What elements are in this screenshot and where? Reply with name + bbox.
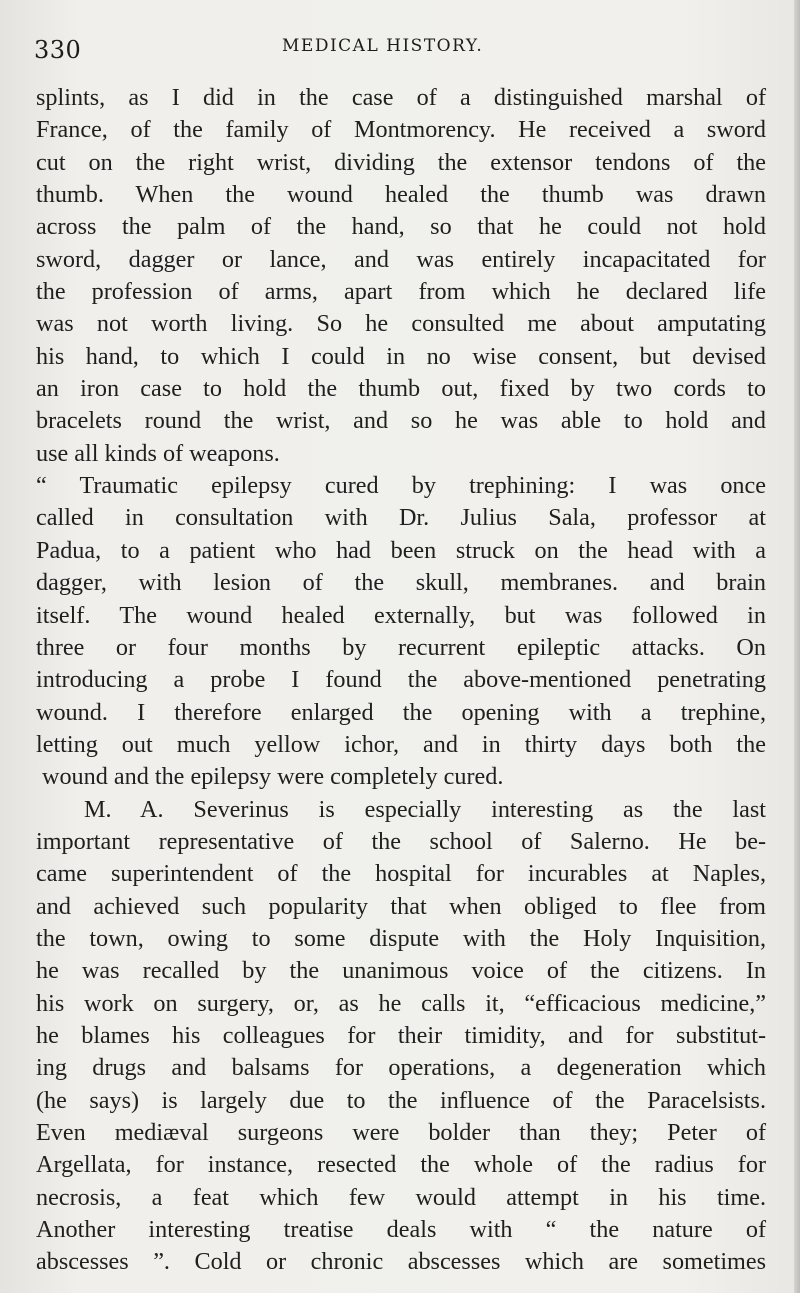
text-line: (he says) is largely due to the influence of the Paracelsists.: [36, 1086, 766, 1114]
text-line: he blames his colleagues for their timidity, and for substitut-: [36, 1021, 766, 1049]
text-line: Another interesting treatise deals with “ the nature of: [36, 1216, 766, 1244]
text-line: three or four months by recurrent epileptic attacks. On: [36, 633, 766, 661]
page-header: [34, 30, 764, 64]
text-line: splints, as I did in the case of a distinguished marshal of: [36, 84, 766, 111]
text-line: came superintendent of the hospital for incurables at Naples,: [36, 860, 766, 888]
text-line: dagger, with lesion of the skull, membranes. and brain: [36, 569, 766, 597]
text-line: an iron case to hold the thumb out, fixed by two cords to: [36, 375, 766, 403]
text-line: Padua, to a patient who had been struck on the head with a: [36, 536, 766, 564]
text-line: necrosis, a feat which few would attempt in his time.: [36, 1183, 766, 1211]
text-line: wound. I therefore enlarged the opening with a trephine,: [36, 698, 766, 726]
text-line: Even mediæval surgeons were bolder than they; Peter of: [36, 1119, 766, 1146]
text-line: called in consultation with Dr. Julius Sala, professor at: [36, 504, 766, 532]
text-line: was not worth living. So he consulted me about amputating: [36, 310, 766, 338]
text-line: wound and the epilepsy were completely cured.: [42, 763, 504, 791]
text-line: bracelets round the wrist, and so he was able to hold and: [36, 407, 766, 435]
text-line: the town, owing to some dispute with the Holy Inquisition,: [36, 924, 766, 952]
text-line: his hand, to which I could in no wise consent, but devised: [36, 342, 766, 370]
text-line: introducing a probe I found the above-mentioned penetrating: [36, 666, 766, 694]
page-number: 330: [34, 36, 82, 64]
text-line: his work on surgery, or, as he calls it, “efficacious medicine,”: [36, 989, 766, 1017]
page-edge: [794, 0, 800, 1293]
text-line: use all kinds of weapons.: [36, 439, 280, 467]
text-line: sword, dagger or lance, and was entirely incapacitated for: [36, 245, 766, 273]
text-line: M. A. Severinus is especially interesting as the last: [84, 795, 766, 823]
text-line: ing drugs and balsams for operations, a degeneration which: [36, 1054, 766, 1082]
text-line: he was recalled by the unanimous voice of the citizens. In: [36, 957, 766, 985]
text-line: abscesses ”. Cold or chronic abscesses which are sometimes: [36, 1248, 766, 1276]
text-line: important representative of the school of Salerno. He be-: [36, 827, 766, 855]
text-line: “ Traumatic epilepsy cured by trephining: I was once: [36, 472, 766, 500]
text-line: the profession of arms, apart from which he declared life: [36, 278, 766, 306]
text-line: across the palm of the hand, so that he could not hold: [36, 213, 766, 241]
text-line: itself. The wound healed externally, but was followed in: [36, 601, 766, 629]
text-line: Argellata, for instance, resected the whole of the radius for: [36, 1151, 766, 1179]
body-text: [36, 82, 766, 1279]
text-line: and achieved such popularity that when obliged to flee from: [36, 892, 766, 920]
text-line: France, of the family of Montmorency. He received a sword: [36, 116, 766, 144]
text-line: cut on the right wrist, dividing the extensor tendons of the: [36, 148, 766, 176]
text-line: letting out much yellow ichor, and in thirty days both the: [36, 730, 766, 758]
text-line: thumb. When the wound healed the thumb was drawn: [36, 181, 766, 209]
running-title: MEDICAL HISTORY.: [282, 36, 484, 56]
